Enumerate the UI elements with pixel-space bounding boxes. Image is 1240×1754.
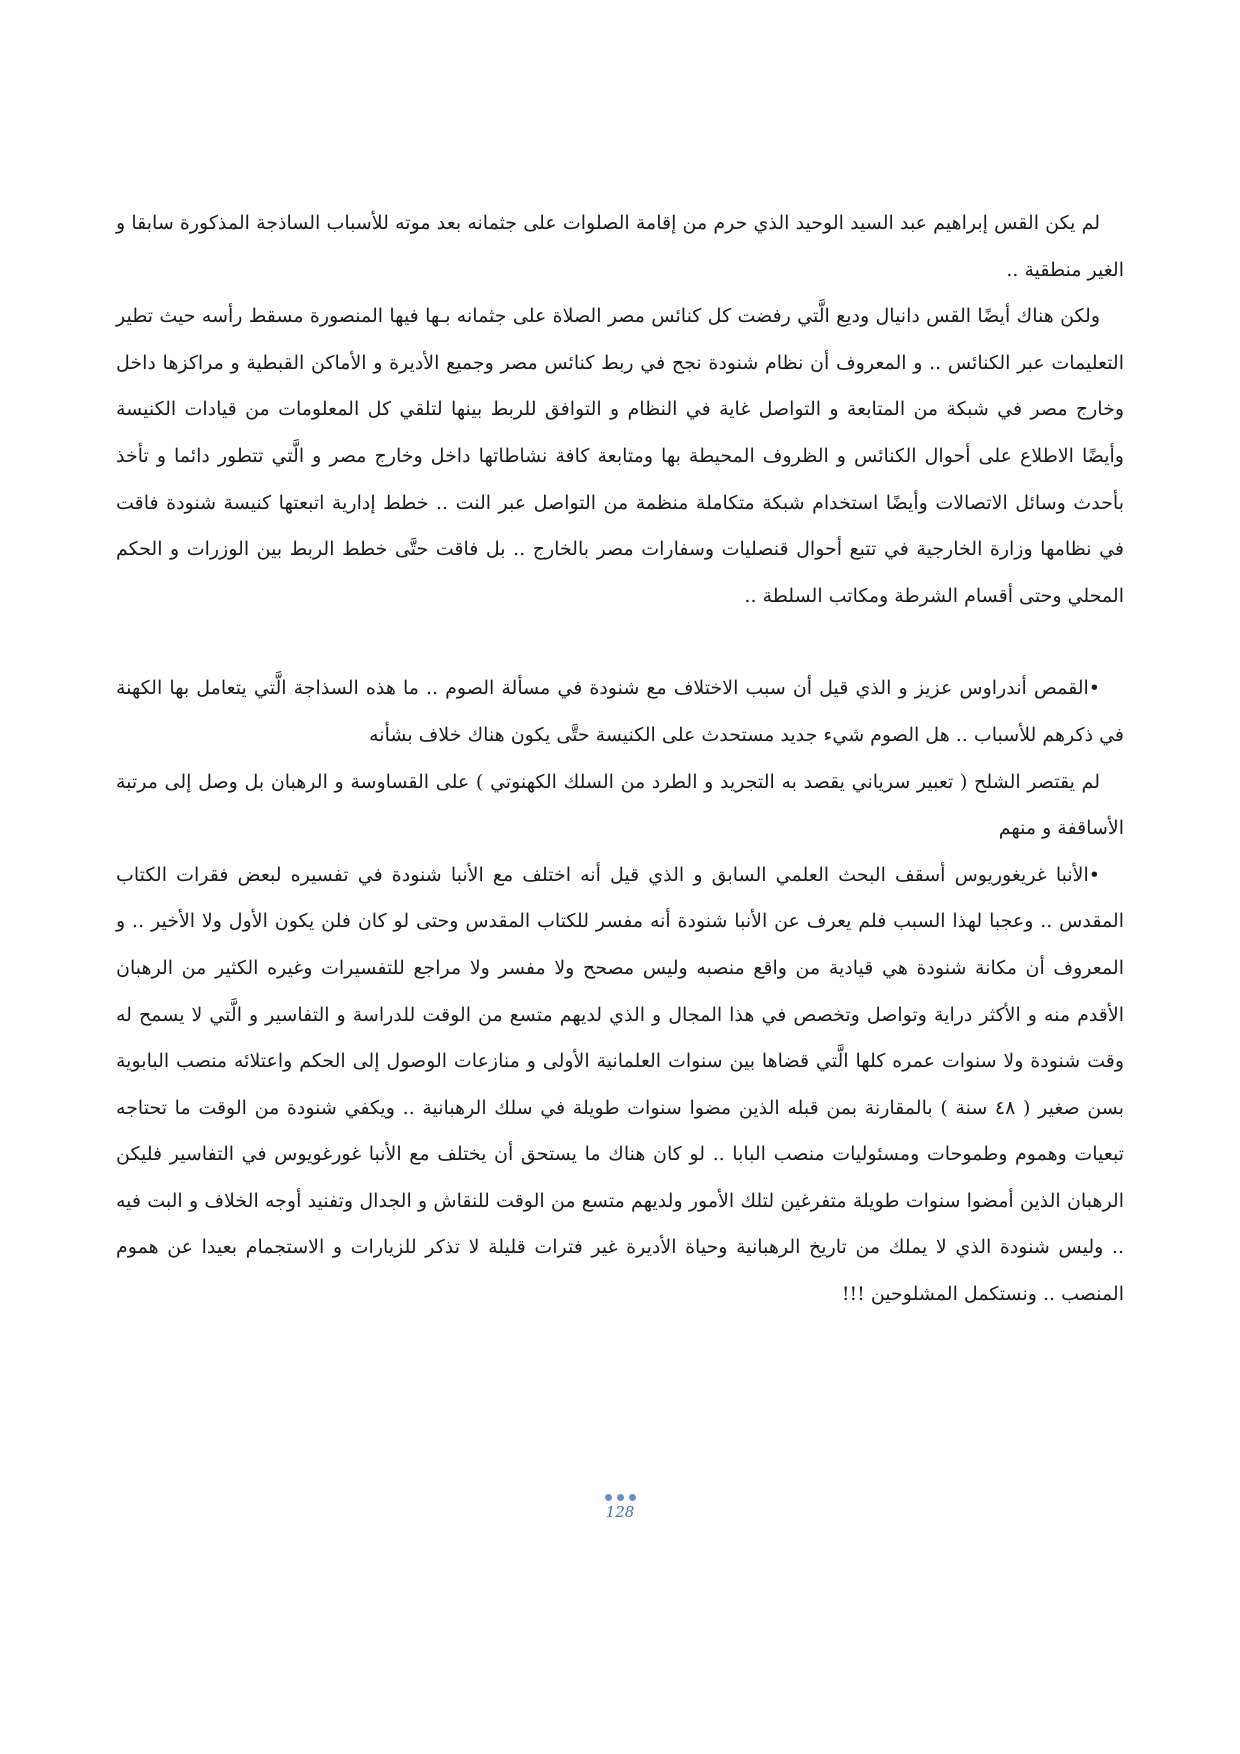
- paragraph-2: ولكن هناك أيضًا القس دانيال وديع الَّتي رفضت كل كنائس مصر الصلاة على جثمانه بـها فيها المنصورة مسقط رأسه حيث تطير التعليمات عبر الكنائس .. و المعروف أن نظام شنودة نجح في ربط كنائس مصر وجميع الأديرة و الأماكن القبطية و مراكزها داخل وخارج مصر في شبكة من المتابعة و التواصل غاية في النظام و التوافق للربط بينها لتلقي كل المعلومات من قيادات الكنيسة وأيضًا الاطلاع على أحوال الكنائس و الظروف المحيطة بها ومتابعة كافة نشاطاتها داخل وخارج مصر و الَّتي تتطور دائما و تأخذ بأحدث وسائل الاتصالات وأيضًا استخدام شبكة متكاملة منظمة من التواصل عبر النت .. خطط إدارية اتبعتها كنيسة شنودة فاقت في نظامها وزارة الخارجية في تتبع أحوال قنصليات وسفارات مصر بالخارج .. بل فاقت حتَّى خطط الربط بين الوزرات و الحكم المحلي وحتى أقسام الشرطة ومكاتب السلطة ..: [116, 305, 1124, 607]
- dot-icon: [629, 1494, 636, 1501]
- dot-icon: [605, 1494, 612, 1501]
- paragraph-3: لم يقتصر الشلح ( تعبير سرياني يقصد به التجريد و الطرد من السلك الكهنوتي ) على القساوسة و الرهبان بل وصل إلى مرتبة الأساقفة و منهم: [116, 770, 1124, 840]
- paragraph-1: لم يكن القس إبراهيم عبد السيد الوحيد الذي حرم من إقامة الصلوات على جثمانه بعد موته للأسباب الساذجة المذكورة سابقا و الغير منطقية ..: [116, 212, 1124, 281]
- dot-icon: [617, 1494, 624, 1501]
- body-text: [116, 200, 1124, 1318]
- page-footer: [560, 1492, 680, 1522]
- page-number: 128: [605, 1503, 635, 1521]
- paragraph-bullet-gregorios: •الأنبا غريغوريوس أسقف البحث العلمي السابق و الذي قيل أنه اختلف مع الأنبا شنودة في تفسيره لبعض فقرات الكتاب المقدس .. وعجبا لهذا السبب فلم يعرف عن الأنبا شنودة أنه مفسر للكتاب المقدس وحتى لو كان فلن يكون الأول ولا الأخير .. و المعروف أن مكانة شنودة هي قيادية من واقع منصبه وليس مصحح ولا مفسر ولا مراجع للتفسيرات وغيره الكثير من الرهبان الأقدم منه و الأكثر دراية وتواصل وتخصص في هذا المجال و الذي لديهم متسع من الوقت للدراسة و التفاسير و الَّتي لا يسمح له وقت شنودة ولا سنوات عمره كلها الَّتي قضاها بين سنوات العلمانية الأولى و منازعات الوصول إلى الحكم واعتلائه منصب البابوية بسن صغير ( ٤٨ سنة ) بالمقارنة بمن قبله الذين مضوا سنوات طويلة في سلك الرهبانية .. ويكفي شنودة من الوقت ما تحتاجه تبعيات وهموم وطموحات ومسئوليات منصب البابا .. لو كان هناك ما يستحق أن يختلف مع الأنبا غورغويوس في التفاسير فليكن الرهبان الذين أمضوا سنوات طويلة متفرغين لتلك الأمور ولديهم متسع من الوقت للنقاش و الجدال وتفنيد أوجه الخلاف و البت فيه .. وليس شنودة الذي لا يملك من تاريخ الرهبانية وحياة الأديرة غير فترات قليلة لا تذكر للزيارات و الاستجمام بعيدا عن هموم المنصب .. ونستكمل المشلوحين !!!: [116, 863, 1124, 1306]
- paragraph-bullet-andrawes: •القمص أندراوس عزيز و الذي قيل أن سبب الاختلاف مع شنودة في مسألة الصوم .. ما هذه السذاجة الَّتي يتعامل بها الكهنة في ذكرهم للأسباب .. هل الصوم شيء جديد مستحدث على الكنيسة حتَّى يكون هناك خلاف بشأنه: [116, 677, 1124, 746]
- dots-ornament-icon: [560, 1492, 680, 1502]
